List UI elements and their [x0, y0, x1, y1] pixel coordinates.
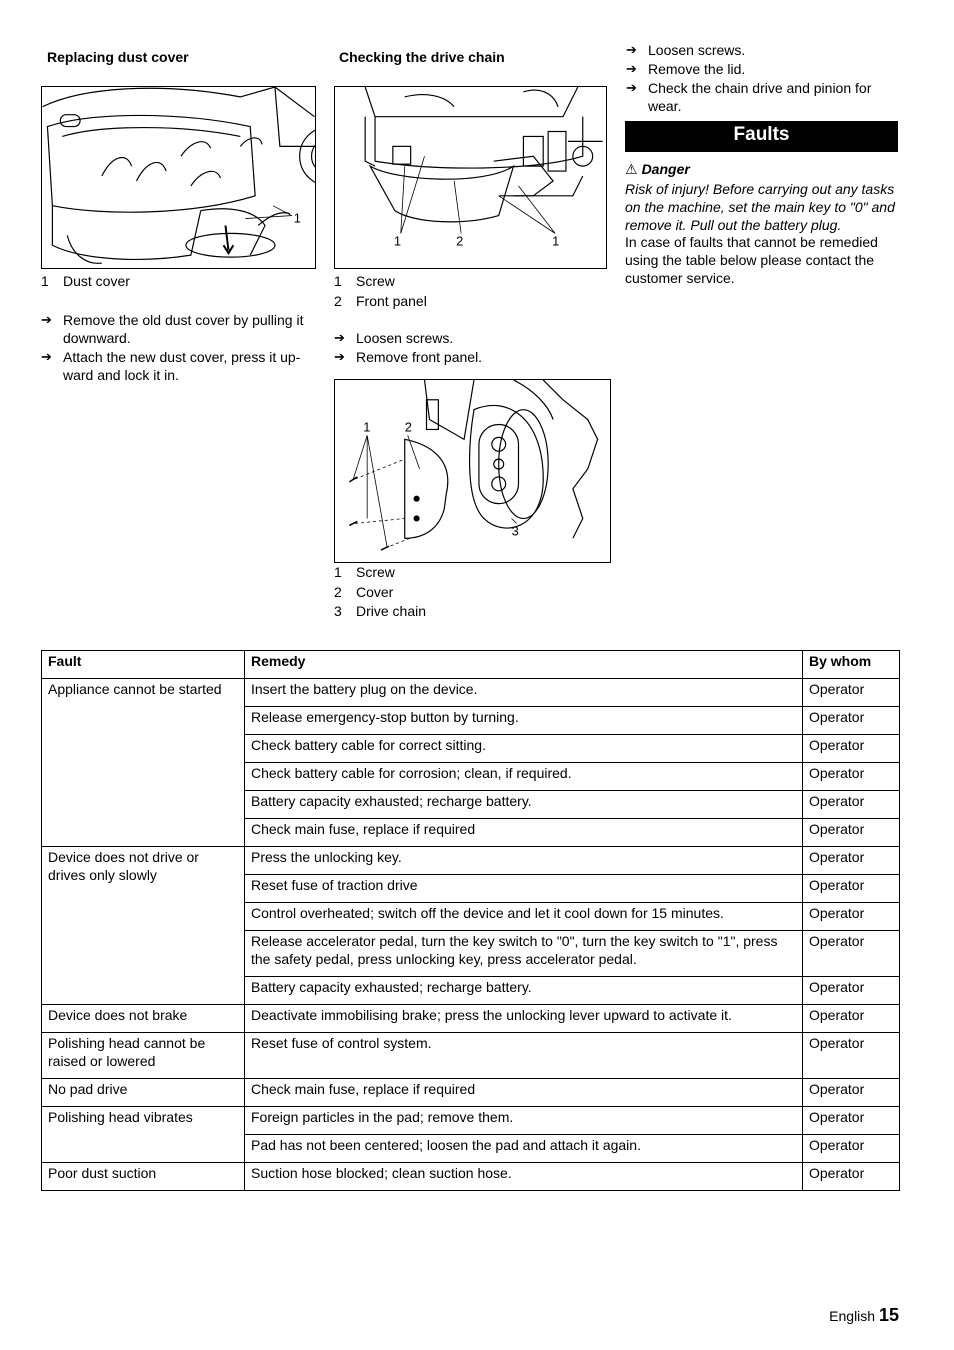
drive-chain-callout-3: 3 — [511, 523, 519, 539]
legend-number: 2 — [334, 583, 342, 600]
arrow-right-icon: ➔ — [626, 42, 637, 57]
by-whom-cell: Operator — [803, 875, 900, 903]
legend-item — [334, 563, 426, 583]
by-whom-cell: Operator — [803, 847, 900, 875]
by-whom-cell: Operator — [803, 1163, 900, 1191]
by-whom-cell: Operator — [803, 707, 900, 735]
fault-cell: Device does not drive or drives only slowly — [42, 847, 245, 1005]
by-whom-cell: Operator — [803, 1107, 900, 1135]
by-whom-cell: Operator — [803, 1135, 900, 1163]
arrow-right-icon: ➔ — [626, 61, 637, 76]
fault-cell: No pad drive — [42, 1079, 245, 1107]
page-number: 15 — [878, 1305, 899, 1325]
step-item — [334, 329, 609, 347]
service-note: In case of faults that cannot be remedied using the table below please contact the customer service. — [625, 234, 878, 286]
header-fault: Fault — [42, 651, 245, 679]
remedy-cell: Check battery cable for correct sitting. — [245, 735, 803, 763]
danger-title — [625, 160, 690, 178]
legend-text: Drive chain — [356, 603, 427, 619]
step-text: Remove front panel. — [356, 349, 483, 365]
drive-chain-figure — [334, 379, 611, 563]
remedy-cell: Control overheated; switch off the device and let it cool down for 15 minutes. — [245, 903, 803, 931]
by-whom-cell: Operator — [803, 1079, 900, 1107]
remedy-cell: Check main fuse, replace if required — [245, 819, 803, 847]
remedy-cell: Battery capacity exhausted; recharge battery. — [245, 977, 803, 1005]
legend-text: Front panel — [356, 292, 427, 309]
by-whom-cell: Operator — [803, 977, 900, 1005]
remedy-cell: Press the unlocking key. — [245, 847, 803, 875]
step-item — [626, 79, 901, 115]
table-header-row — [42, 651, 900, 679]
by-whom-cell: Operator — [803, 1033, 900, 1079]
legend-number: 3 — [334, 603, 342, 619]
table-row — [42, 679, 900, 707]
drive-chain-steps — [334, 329, 609, 367]
remedy-cell: Check main fuse, replace if required — [245, 1079, 803, 1107]
page-footer — [829, 1306, 899, 1325]
remedy-cell: Reset fuse of control system. — [245, 1033, 803, 1079]
table-row — [42, 1163, 900, 1191]
remedy-cell: Battery capacity exhausted; recharge battery. — [245, 791, 803, 819]
by-whom-cell: Operator — [803, 679, 900, 707]
table-row — [42, 1079, 900, 1107]
arrow-right-icon: ➔ — [334, 330, 345, 345]
table-row — [42, 1005, 900, 1033]
header-by-whom: By whom — [803, 651, 900, 679]
step-text: Remove the lid. — [648, 61, 746, 77]
footer-language: English — [829, 1308, 876, 1324]
step-item — [626, 60, 901, 78]
remedy-cell: Foreign particles in the pad; remove them. — [245, 1107, 803, 1135]
legend-item — [334, 272, 427, 292]
legend-number: 1 — [334, 564, 342, 580]
danger-title-text: Danger — [641, 161, 690, 177]
front-panel-legend — [334, 272, 427, 311]
fault-cell: Polishing head cannot be raised or lowered — [42, 1033, 245, 1079]
fault-cell: Poor dust suction — [42, 1163, 245, 1191]
by-whom-cell: Operator — [803, 819, 900, 847]
legend-item — [41, 272, 130, 292]
remedy-cell: Release emergency-stop button by turning. — [245, 707, 803, 735]
legend-text: Screw — [356, 273, 395, 289]
front-panel-callout-2: 2 — [456, 233, 464, 249]
lid-steps — [626, 41, 901, 116]
header-remedy: Remedy — [245, 651, 803, 679]
by-whom-cell: Operator — [803, 791, 900, 819]
fault-cell: Appliance cannot be started — [42, 679, 245, 847]
remedy-cell: Deactivate immobilising brake; press the unlocking lever upward to activate it. — [245, 1005, 803, 1033]
drive-chain-callout-1: 1 — [363, 419, 371, 435]
arrow-right-icon: ➔ — [626, 80, 637, 95]
arrow-right-icon: ➔ — [41, 312, 52, 327]
by-whom-cell: Operator — [803, 1005, 900, 1033]
drive-chain-callout-2: 2 — [404, 419, 412, 435]
drive-chain-heading: Checking the drive chain — [339, 49, 505, 65]
warning-triangle-icon: ⚠ — [625, 161, 638, 177]
legend-text: Dust cover — [63, 273, 130, 289]
remedy-cell: Check battery cable for corrosion; clean, if required. — [245, 763, 803, 791]
legend-text: Cover — [356, 583, 394, 600]
legend-number: 1 — [41, 273, 49, 289]
dust-cover-steps — [41, 311, 316, 385]
legend-number: 2 — [334, 292, 342, 309]
legend-item — [334, 583, 426, 603]
dust-cover-figure — [41, 86, 316, 269]
by-whom-cell: Operator — [803, 931, 900, 977]
step-text: Loosen screws. — [356, 330, 454, 346]
fault-cell: Polishing head vibrates — [42, 1107, 245, 1163]
remedy-cell: Insert the battery plug on the device. — [245, 679, 803, 707]
by-whom-cell: Operator — [803, 903, 900, 931]
table-row — [42, 1107, 900, 1135]
by-whom-cell: Operator — [803, 763, 900, 791]
step-item — [334, 348, 609, 366]
front-panel-figure — [334, 86, 607, 269]
faults-table — [41, 650, 900, 1191]
legend-item — [334, 292, 427, 312]
step-text: Loosen screws. — [648, 42, 746, 58]
remedy-cell: Reset fuse of traction drive — [245, 875, 803, 903]
legend-text: Screw — [356, 564, 395, 580]
step-item — [41, 348, 316, 384]
remedy-cell: Release accelerator pedal, turn the key switch to "0", turn the key switch to "1", press the safety pedal, press unlocking key, press accelerator pedal. — [245, 931, 803, 977]
front-panel-callout-1a: 1 — [393, 233, 402, 249]
step-text: Attach the new dust cover, press it up-ward and lock it in. — [63, 349, 301, 383]
faults-section-title: Faults — [625, 121, 898, 152]
dust-cover-heading: Replacing dust cover — [47, 49, 189, 65]
step-item — [626, 41, 901, 59]
danger-text: Risk of injury! Before carrying out any tasks on the machine, set the main key to "0" and remove it. Pull out the battery plug. — [625, 181, 895, 233]
legend-item — [334, 602, 426, 622]
remedy-cell: Suction hose blocked; clean suction hose. — [245, 1163, 803, 1191]
step-text: Check the chain drive and pinion for wear. — [648, 80, 872, 114]
remedy-cell: Pad has not been centered; loosen the pad and attach it again. — [245, 1135, 803, 1163]
step-item — [41, 311, 316, 347]
arrow-right-icon: ➔ — [41, 349, 52, 364]
dust-cover-legend — [41, 272, 130, 292]
legend-number: 1 — [334, 273, 342, 289]
by-whom-cell: Operator — [803, 735, 900, 763]
drive-chain-legend — [334, 563, 426, 622]
arrow-right-icon: ➔ — [334, 349, 345, 364]
fault-cell: Device does not brake — [42, 1005, 245, 1033]
step-text: Remove the old dust cover by pulling it downward. — [63, 312, 304, 346]
dust-cover-callout-1: 1 — [293, 210, 301, 226]
faults-table-body — [42, 679, 900, 1191]
table-row — [42, 1033, 900, 1079]
front-panel-callout-1b: 1 — [552, 233, 560, 249]
table-row — [42, 847, 900, 875]
